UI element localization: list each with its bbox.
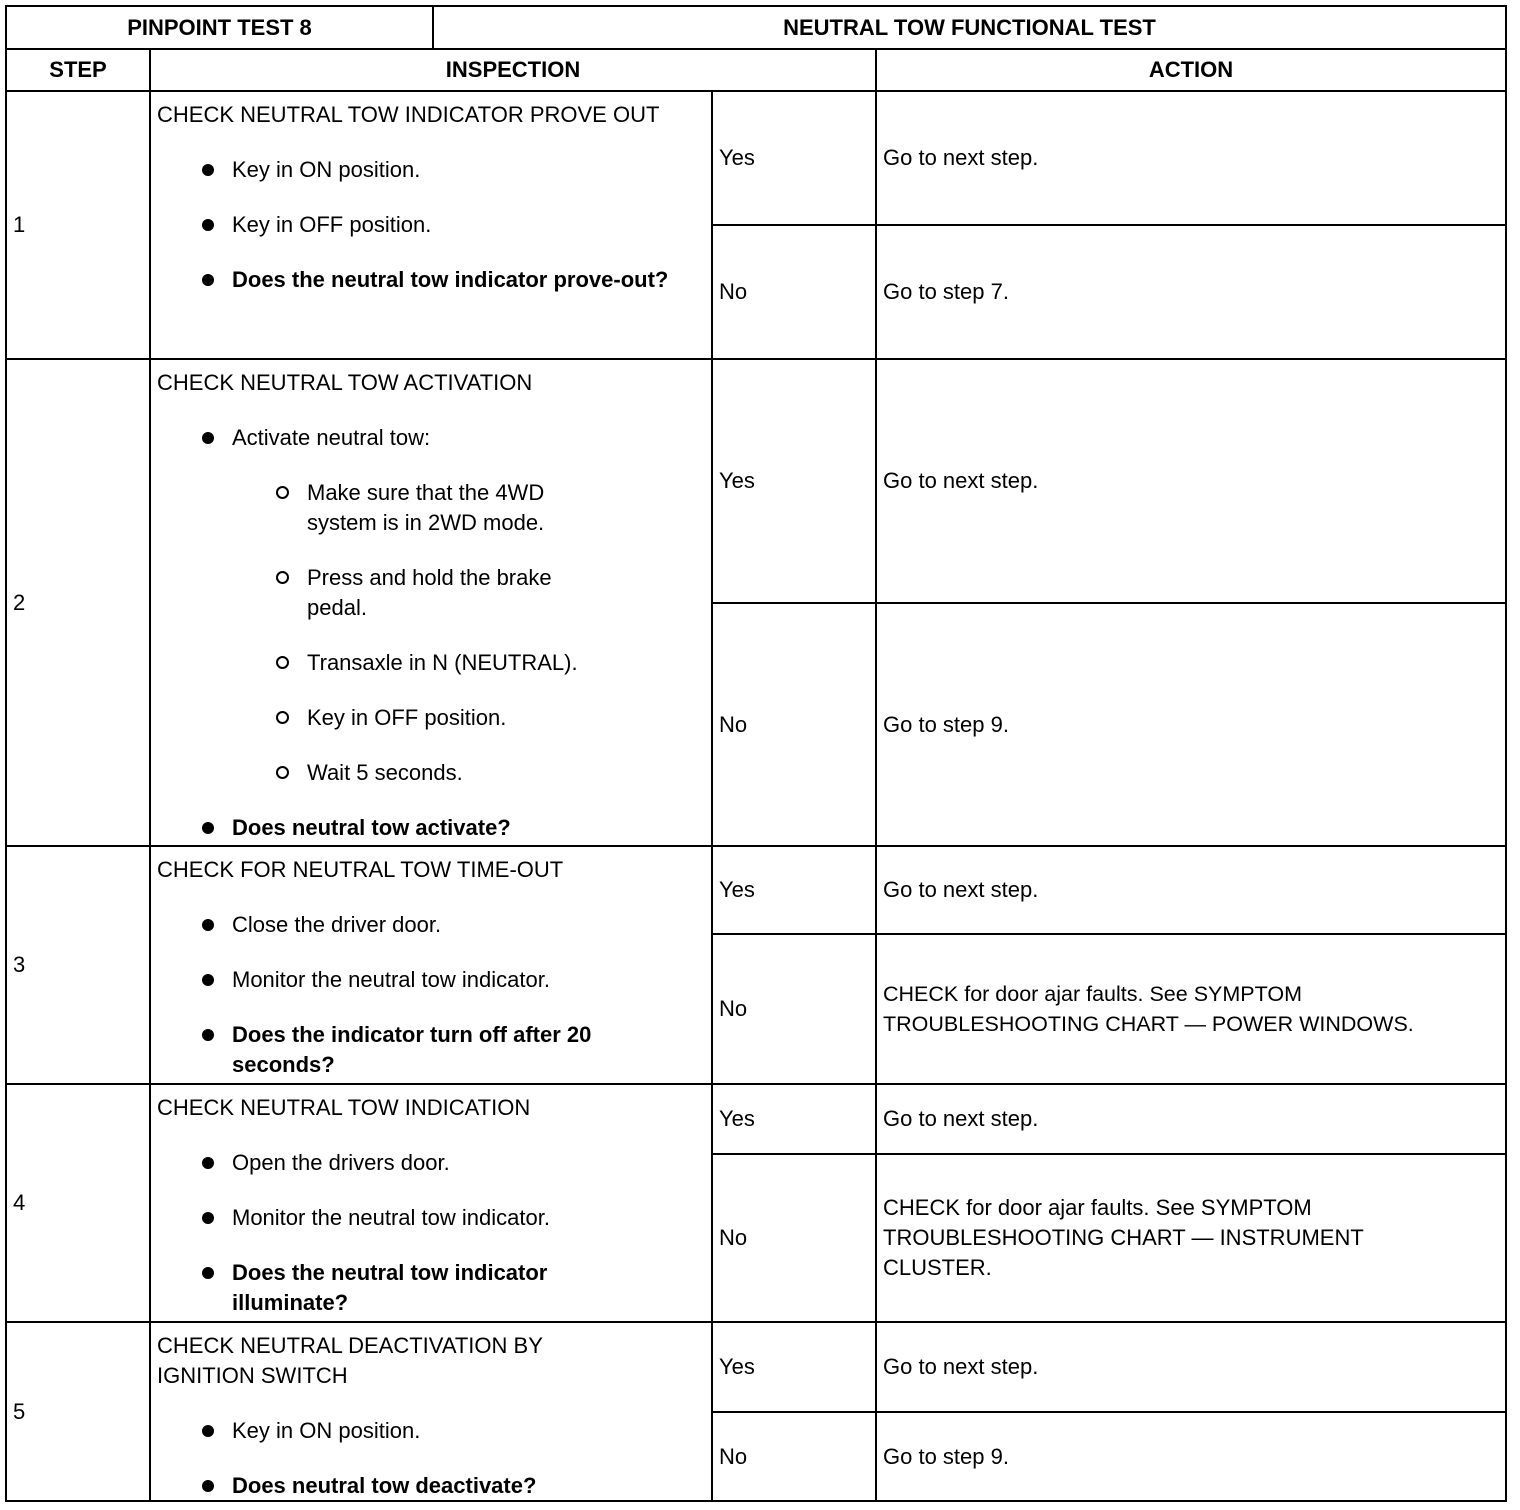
- step-1-yes-label: Yes: [711, 90, 877, 226]
- step-number-5: 5: [5, 1321, 151, 1502]
- step-4-item-2: Monitor the neutral tow indicator.: [157, 1203, 701, 1233]
- step-2-question: Does neutral tow activate?: [157, 813, 701, 843]
- step-2-inspection: [149, 358, 713, 847]
- step-3-item-2: Monitor the neutral tow indicator.: [157, 965, 701, 995]
- step-2-no-label: No: [711, 602, 877, 847]
- step-3-no-action: CHECK for door ajar faults. See SYMPTOM TROUBLESHOOTING CHART — POWER WINDOWS.: [875, 933, 1507, 1085]
- step-1-yes-action: Go to next step.: [875, 90, 1507, 226]
- step-4-question: Does the neutral tow indicator illuminate?: [157, 1258, 632, 1318]
- step-1-no-action: Go to step 7.: [875, 224, 1507, 360]
- inspection-column-header: INSPECTION: [149, 48, 877, 92]
- step-2-subitem-2: Press and hold the brake pedal.: [157, 563, 597, 623]
- step-3-title: CHECK FOR NEUTRAL TOW TIME-OUT: [157, 857, 564, 882]
- step-number-2: 2: [5, 358, 151, 847]
- step-column-header: STEP: [5, 48, 151, 92]
- step-3-question: Does the indicator turn off after 20 seconds?: [157, 1020, 672, 1080]
- step-4-yes-label: Yes: [711, 1083, 877, 1155]
- step-3-no-label: No: [711, 933, 877, 1085]
- step-5-no-action: Go to step 9.: [875, 1411, 1507, 1502]
- step-5-yes-label: Yes: [711, 1321, 877, 1413]
- step-4-no-label: No: [711, 1153, 877, 1323]
- step-5-question: Does neutral tow deactivate?: [157, 1471, 701, 1501]
- step-5-inspection: [149, 1321, 713, 1502]
- step-3-yes-label: Yes: [711, 845, 877, 935]
- pinpoint-test-table: [5, 5, 1507, 1502]
- step-2-subitem-4: Key in OFF position.: [157, 703, 701, 733]
- step-3-item-1: Close the driver door.: [157, 910, 701, 940]
- step-2-yes-label: Yes: [711, 358, 877, 604]
- step-1-title: CHECK NEUTRAL TOW INDICATOR PROVE OUT: [157, 102, 660, 127]
- step-2-subitem-1: Make sure that the 4WD system is in 2WD mode.: [157, 478, 597, 538]
- step-number-1: 1: [5, 90, 151, 360]
- action-column-header: ACTION: [875, 48, 1507, 92]
- step-1-question: Does the neutral tow indicator prove-out?: [157, 265, 701, 295]
- step-4-title: CHECK NEUTRAL TOW INDICATION: [157, 1095, 531, 1120]
- step-1-inspection: [149, 90, 713, 360]
- step-2-subitem-3: Transaxle in N (NEUTRAL).: [157, 648, 701, 678]
- step-3-yes-action: Go to next step.: [875, 845, 1507, 935]
- test-id-header: PINPOINT TEST 8: [5, 5, 434, 50]
- step-4-no-action: CHECK for door ajar faults. See SYMPTOM TROUBLESHOOTING CHART — INSTRUMENT CLUSTER.: [875, 1153, 1507, 1323]
- step-5-item-1: Key in ON position.: [157, 1416, 701, 1446]
- step-5-yes-action: Go to next step.: [875, 1321, 1507, 1413]
- step-2-item-1: Activate neutral tow:: [157, 423, 701, 453]
- step-2-subitem-5: Wait 5 seconds.: [157, 758, 701, 788]
- step-5-no-label: No: [711, 1411, 877, 1502]
- step-1-item-1: Key in ON position.: [157, 155, 701, 185]
- step-number-4: 4: [5, 1083, 151, 1323]
- step-1-item-2: Key in OFF position.: [157, 210, 701, 240]
- step-number-3: 3: [5, 845, 151, 1085]
- step-4-yes-action: Go to next step.: [875, 1083, 1507, 1155]
- step-3-inspection: [149, 845, 713, 1085]
- step-1-no-label: No: [711, 224, 877, 360]
- step-2-yes-action: Go to next step.: [875, 358, 1507, 604]
- test-title-header: NEUTRAL TOW FUNCTIONAL TEST: [432, 5, 1507, 50]
- step-4-item-1: Open the drivers door.: [157, 1148, 701, 1178]
- step-4-inspection: [149, 1083, 713, 1323]
- step-2-no-action: Go to step 9.: [875, 602, 1507, 847]
- step-5-title: CHECK NEUTRAL DEACTIVATION BY IGNITION SWITCH: [157, 1333, 543, 1388]
- step-2-title: CHECK NEUTRAL TOW ACTIVATION: [157, 370, 533, 395]
